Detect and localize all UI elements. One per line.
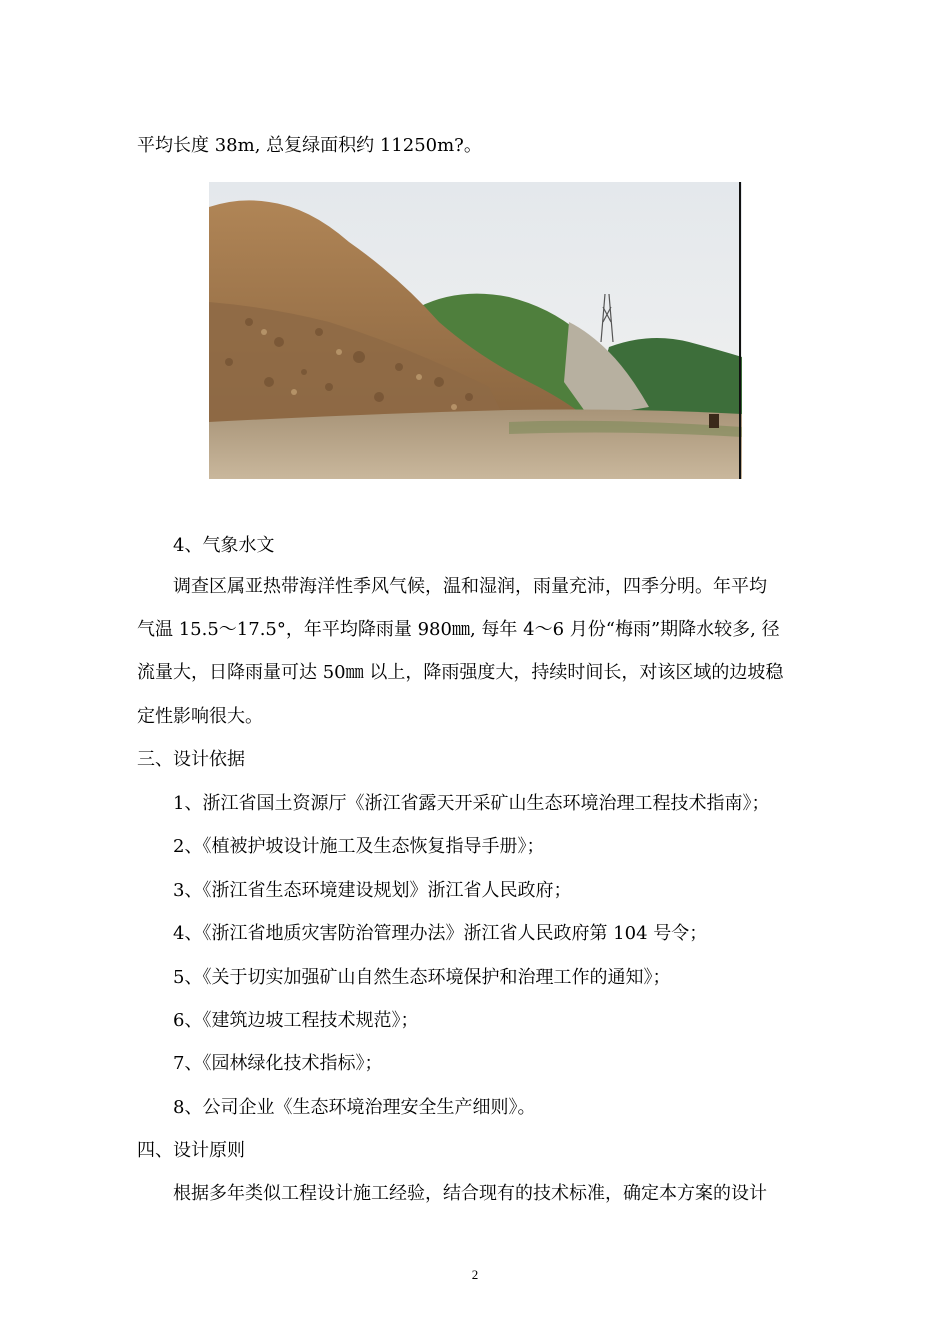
list-item: 5、《关于切实加强矿山自然生态环境保护和治理工作的通知》； xyxy=(173,967,671,988)
paragraph-line: 调查区属亚热带海洋性季风气候，温和湿润，雨量充沛，四季分明。年平均 xyxy=(173,576,767,597)
top-line: 平均长度 38m, 总复绿面积约 11250m?。 xyxy=(137,135,482,156)
list-item: 7、《园林绿化技术指标》； xyxy=(173,1053,383,1074)
list-item: 4、《浙江省地质灾害防治管理办法》浙江省人民政府第 104 号令； xyxy=(173,923,708,944)
heading-design-principles: 四、设计原则 xyxy=(137,1140,245,1161)
section-title-climate: 4、气象水文 xyxy=(173,535,275,556)
heading-design-basis: 三、设计依据 xyxy=(137,749,245,770)
list-item: 2、《植被护坡设计施工及生态恢复指导手册》； xyxy=(173,836,545,857)
paragraph-line: 定性影响很大。 xyxy=(137,706,263,727)
list-item: 1、浙江省国土资源厅《浙江省露天开采矿山生态环境治理工程技术指南》； xyxy=(173,793,770,814)
principle-text: 根据多年类似工程设计施工经验，结合现有的技术标准，确定本方案的设计 xyxy=(173,1183,767,1204)
list-item: 3、《浙江省生态环境建设规划》浙江省人民政府； xyxy=(173,880,572,901)
page-number: 2 xyxy=(471,1267,479,1282)
paragraph-line: 气温 15.5～17.5°，年平均降雨量 980㎜, 每年 4～6 月份“梅雨”期降水较多, 径 xyxy=(137,619,780,640)
paragraph-line: 流量大，日降雨量可达 50㎜ 以上，降雨强度大，持续时间长，对该区域的边坡稳 xyxy=(137,662,784,683)
quarry-slope-photo xyxy=(209,182,742,479)
list-item: 8、公司企业《生态环境治理安全生产细则》。 xyxy=(173,1097,536,1118)
list-item: 6、《建筑边坡工程技术规范》； xyxy=(173,1010,419,1031)
